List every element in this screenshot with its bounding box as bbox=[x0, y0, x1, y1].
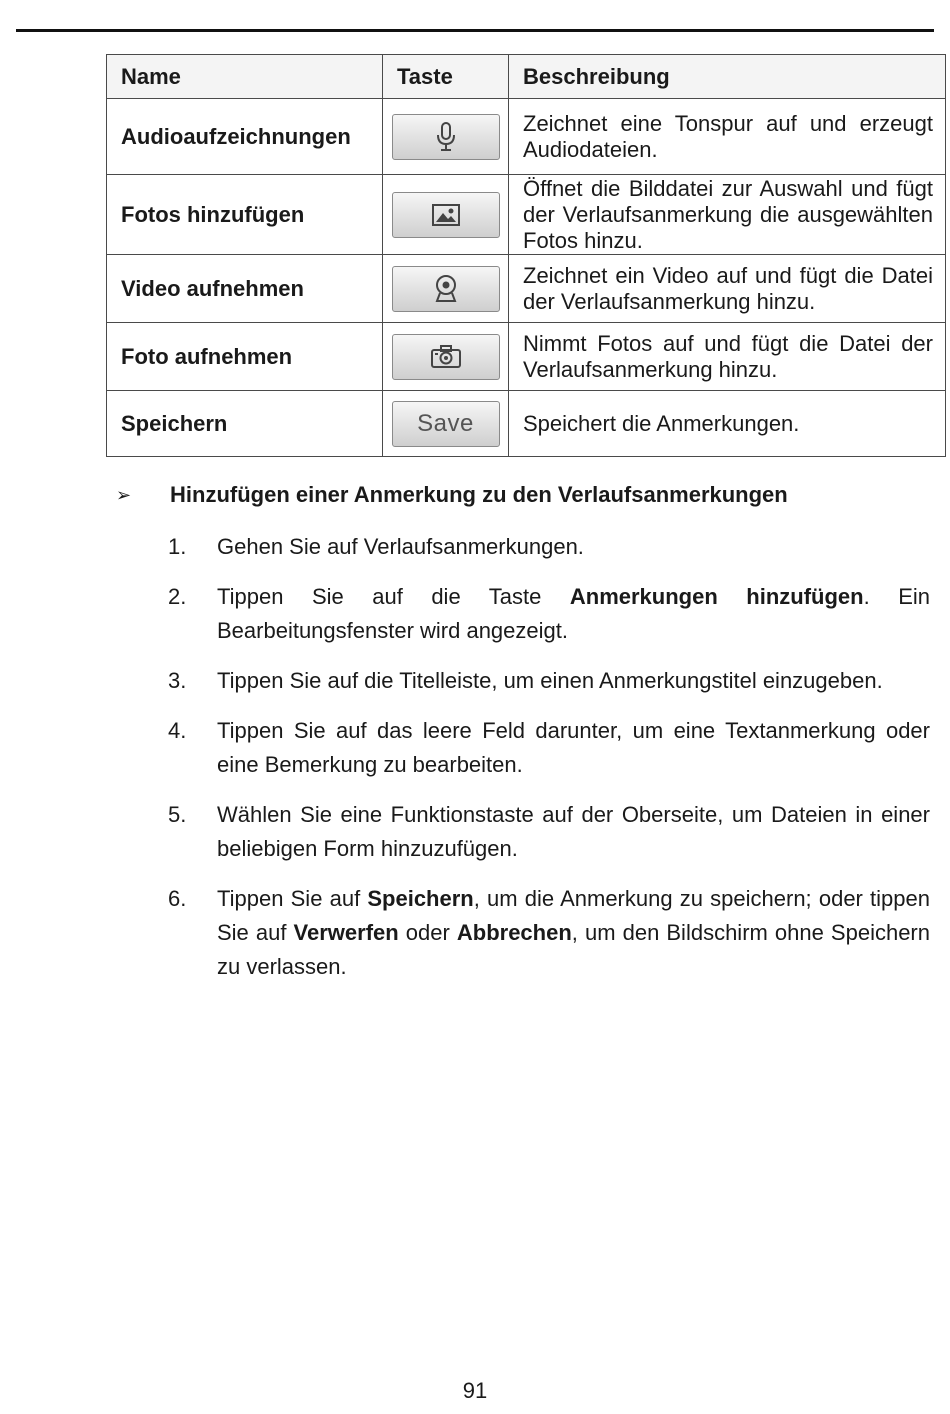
row-description: Öffnet die Bilddatei zur Auswahl und fügt der Verlaufsanmerkung die ausgewählten Fotos hinzu. bbox=[509, 175, 946, 255]
step-text: Gehen Sie auf Verlaufsanmerkungen. bbox=[217, 534, 584, 559]
camera-icon bbox=[430, 345, 462, 369]
step-text: . Ein Bearbeitungsfenster wird angezeigt. bbox=[217, 584, 931, 643]
column-header-name: Name bbox=[107, 55, 383, 99]
table-header-row bbox=[107, 55, 946, 99]
row-name: Speichern bbox=[107, 391, 383, 457]
row-description: Speichert die Anmerkungen. bbox=[509, 391, 946, 457]
row-description: Zeichnet ein Video auf und fügt die Datei der Verlaufsanmerkung hinzu. bbox=[509, 255, 946, 323]
step-number: 5. bbox=[168, 802, 187, 827]
record-video-button bbox=[392, 266, 500, 312]
step-text: Tippen Sie auf die Titelleiste, um einen Anmerkungstitel einzugeben. bbox=[217, 668, 883, 693]
step-emphasis: Speichern bbox=[367, 886, 474, 911]
step-emphasis: Anmerkungen hinzufügen bbox=[569, 584, 864, 609]
picture-icon bbox=[431, 203, 461, 227]
table-row bbox=[107, 323, 946, 391]
row-name: Foto aufnehmen bbox=[107, 323, 383, 391]
list-item bbox=[168, 580, 930, 648]
step-text: Wählen Sie eine Funktionstaste auf der Oberseite, um Dateien in einer beliebigen Form hinzuzufügen. bbox=[217, 802, 930, 861]
step-emphasis: Abbrechen bbox=[456, 920, 572, 945]
step-number: 4. bbox=[168, 718, 187, 743]
list-item bbox=[168, 882, 930, 984]
step-number: 6. bbox=[168, 886, 187, 911]
column-header-key: Taste bbox=[383, 55, 509, 99]
list-item bbox=[168, 798, 930, 866]
row-description: Nimmt Fotos auf und fügt die Datei der Verlaufsanmerkung hinzu. bbox=[509, 323, 946, 391]
step-text: Tippen Sie auf bbox=[217, 886, 368, 911]
row-name: Video aufnehmen bbox=[107, 255, 383, 323]
microphone-icon bbox=[436, 122, 456, 152]
table-row bbox=[107, 99, 946, 175]
section-heading-text: Hinzufügen einer Anmerkung zu den Verlaufsanmerkungen bbox=[170, 482, 788, 507]
list-item bbox=[168, 664, 930, 698]
arrow-bullet-icon: ➢ bbox=[116, 485, 132, 505]
step-text: Tippen Sie auf das leere Feld darunter, um eine Textanmerkung oder eine Bemerkung zu bearbeiten. bbox=[217, 718, 930, 777]
step-emphasis: Verwerfen bbox=[293, 920, 399, 945]
save-button-label: Save bbox=[417, 409, 474, 437]
page-number: 91 bbox=[462, 1378, 488, 1403]
webcam-icon bbox=[434, 274, 458, 304]
audio-record-button bbox=[392, 114, 500, 160]
table-row bbox=[107, 175, 946, 255]
row-name: Fotos hinzufügen bbox=[107, 175, 383, 255]
step-text: Tippen Sie auf die Taste bbox=[217, 584, 570, 609]
table-row bbox=[107, 255, 946, 323]
step-number: 2. bbox=[168, 584, 187, 609]
step-number: 3. bbox=[168, 668, 187, 693]
column-header-description: Beschreibung bbox=[509, 55, 946, 99]
step-text: , um den Bildschirm ohne Speichern zu verlassen. bbox=[217, 920, 930, 979]
step-number: 1. bbox=[168, 534, 187, 559]
save-button bbox=[392, 401, 500, 447]
list-item bbox=[168, 530, 930, 564]
take-photo-button bbox=[392, 334, 500, 380]
function-key-table bbox=[106, 54, 946, 457]
row-name: Audioaufzeichnungen bbox=[107, 99, 383, 175]
table-row bbox=[107, 391, 946, 457]
row-description: Zeichnet eine Tonspur auf und erzeugt Audiodateien. bbox=[509, 99, 946, 175]
header-rule bbox=[16, 29, 934, 32]
list-item bbox=[168, 714, 930, 782]
step-list bbox=[168, 530, 930, 1000]
step-text: oder bbox=[398, 920, 457, 945]
add-photos-button bbox=[392, 192, 500, 238]
step-text: , um die Anmerkung zu speichern; oder tippen Sie auf bbox=[217, 886, 930, 945]
